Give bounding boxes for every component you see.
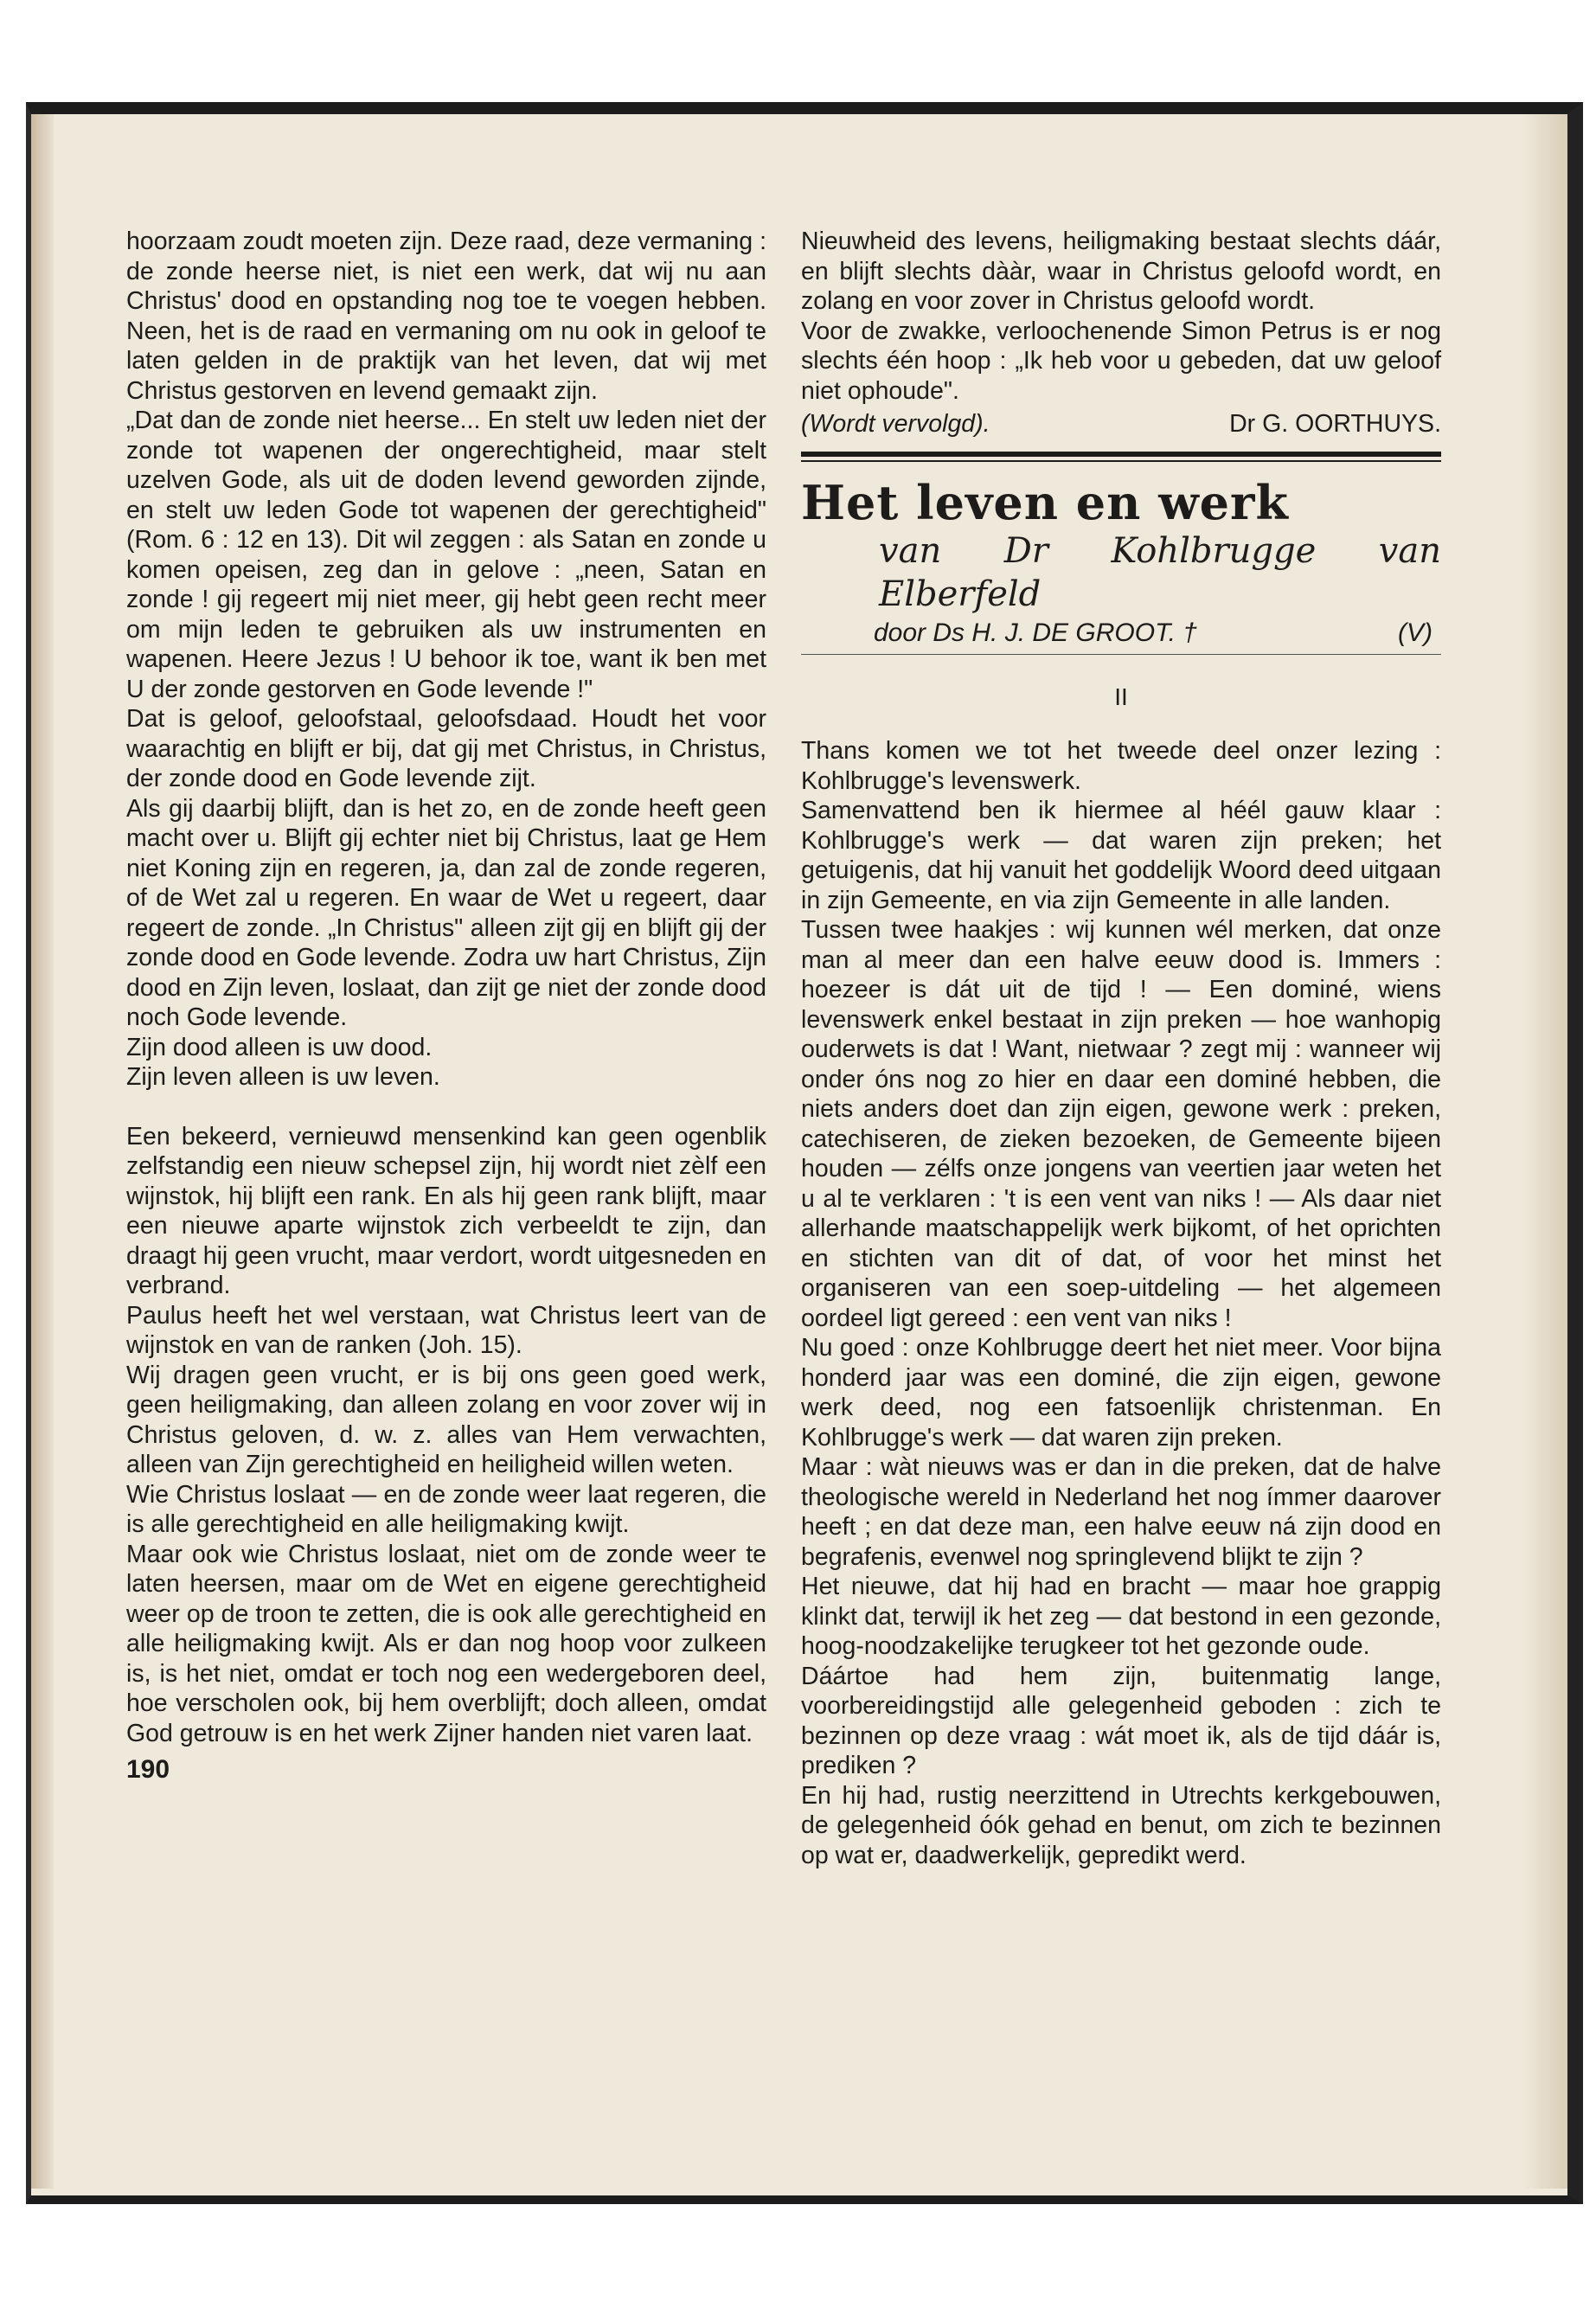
paragraph: Zijn leven alleen is uw leven. [126, 1063, 440, 1091]
paragraph: Maar ook wie Christus loslaat, niet om de zonde weer te laten heersen, maar om de Wet en eigene gerechtigheid weer op de troon te zetten, die is ook alle gerechtigheid en alle heiligmaking kwijt. Als er dan nog hoop voor zulkeen is, is het niet, omdat er toch nog een wedergeboren deel, hoe verscholen ook, bij hem overblijft; doch alleen, omdat God getrouw is en het werk Zijner handen niet varen laat. [126, 1540, 766, 1747]
paragraph: Wij dragen geen vrucht, er is bij ons geen goed werk, geen heiligmaking, dan alleen zolang en voor zover wij in Christus geloven, d. w. z. alles van Hem verwachten, alleen van Zijn gerechtigheid en heiligheid willen weten. [126, 1361, 766, 1478]
paragraph: Dáártoe had hem zijn, buitenmatig lange, voorbereidingstijd alle gelegenheid geboden : zich te bezinnen op deze vraag : wát moet ik, als de tijd dáár is, prediken ? [801, 1662, 1441, 1779]
paragraph: Maar : wàt nieuws was er dan in die preken, dat de halve theologische wereld in Nederland het nog ímmer daarover heeft ; en dat deze man, een halve eeuw ná zijn dood en begrafenis, evenwel nog springlevend blijkt te zijn ? [801, 1453, 1441, 1571]
section-numeral: II [1114, 683, 1128, 710]
paragraph: Paulus heeft het wel verstaan, wat Christus leert van de wijnstok en van de ranken (Joh. 15). [126, 1301, 766, 1359]
divider-thin [801, 460, 1441, 462]
paragraph: Nieuwheid des levens, heiligmaking bestaat slechts dáár, en blijft slechts dààr, waar in Christus geloofd wordt, en zolang en voor zover in Christus geloofd wordt. [801, 228, 1441, 315]
right-column [801, 227, 1441, 1870]
article-title: Het leven en werk [801, 474, 1289, 530]
paragraph: Tussen twee haakjes : wij kunnen wél merken, dat onze man al meer dan een halve eeuw dood is. Immers : hoezeer is dát uit de tijd ! — Een dominé, wiens levenswerk enkel bestaat in zijn preken — hoe wanhopig ouderwets is dat ! Want, nietwaar ? zegt mij : wanneer wij onder óns nog zo hier en daar een dominé hebben, die niets anders doet dan zijn eigen, gewone werk : preken, catechiseren, de zieken bezoeken, de Gemeente bijeen houden — zélfs onze jongens van veertien jaar weten het u al te verklaren : 't is een vent van niks ! — Als daar niet allerhande maatschappelijk werk bijkomt, of het oprichten en stichten van dit of dat, of voor het minst het organiseren van een soep-uitdeling — het algemeen oordeel ligt gereed : een vent van niks ! [801, 916, 1441, 1332]
paragraph: Zijn dood alleen is uw dood. [126, 1033, 433, 1061]
paragraph: Nu goed : onze Kohlbrugge deert het niet meer. Voor bijna honderd jaar was een dominé, die zijn eigen, gewone werk deed, nog een fatsoenlijk christenman. En Kohlbrugge's werk — dat waren zijn preken. [801, 1334, 1441, 1452]
left-column [126, 227, 766, 1785]
paragraph-gap [126, 1093, 766, 1122]
paragraph: Een bekeerd, vernieuwd mensenkind kan geen ogenblik zelfstandig een nieuw schepsel zijn, hij wordt niet zèlf een wijnstok, hij blijft een rank. En als hij geen rank blijft, maar een nieuwe aparte wijnstok zich verbeeldt te zijn, dan draagt hij geen vrucht, maar verdort, wordt uitgesneden en verbrand. [126, 1122, 766, 1299]
divider-thick [801, 452, 1441, 457]
article-subtitle: van Dr Kohlbrugge van Elberfeld [879, 530, 1441, 614]
continued-note: (Wordt vervolgd). [801, 410, 990, 438]
book-binding [31, 114, 54, 2189]
paragraph: Dat is geloof, geloofstaal, geloofsdaad. Houdt het voor waarachtig en blijft er bij, dat gij met Christus, in Christus, der zonde dood en Gode levende zijt. [126, 705, 766, 792]
paragraph: Samenvattend ben ik hiermee al héél gauw klaar : Kohlbrugge's werk — dat waren zijn preken; het getuigenis, dat hij vanuit het goddelijk Woord deed uitgaan in zijn Gemeente, en via zijn Gemeente in alle landen. [801, 797, 1441, 914]
paragraph: Voor de zwakke, verloochenende Simon Petrus is er nog slechts één hoop : „Ik heb voor u gebeden, dat uw geloof niet ophoude". [801, 317, 1441, 405]
page-number: 190 [126, 1755, 170, 1784]
page-edge [1522, 114, 1567, 2189]
paragraph: Thans komen we tot het tweede deel onzer lezing : Kohlbrugge's levenswerk. [801, 737, 1441, 795]
signature-line [801, 409, 1441, 439]
paragraph: „Dat dan de zonde niet heerse... En stelt uw leden niet der zonde tot wapenen der ongerechtigheid, maar stelt uzelven Gode, als uit de doden levend geworden zijnde, en stelt uw leden Gode tot wapenen der gerechtigheid" (Rom. 6 : 12 en 13). Dit wil zeggen : als Satan en zonde u komen opeisen, zeg dan in gelove : „neen, Satan en zonde ! gij regeert mij niet meer, gij hebt geen recht meer om mijn leden te gebruiken als uw instrumenten en wapenen. Heere Jezus ! U behoor ik toe, want ik ben met U der zonde gestorven en Gode levende !" [126, 407, 766, 703]
paragraph: Het nieuwe, dat hij had en bracht — maar hoe grappig klinkt dat, terwijl ik het zeg — dat bestond in een gezonde, hoog-noodzakelijke terugkeer tot het gezonde oude. [801, 1573, 1441, 1660]
article-byline [801, 616, 1441, 655]
paragraph: En hij had, rustig neerzittend in Utrechts kerkgebouwen, de gelegenheid óók gehad en benut, om zich te bezinnen op wat er, daadwerkelijk, gepredikt werd. [801, 1781, 1441, 1869]
paragraph: Als gij daarbij blijft, dan is het zo, en de zonde heeft geen macht over u. Blijft gij echter niet bij Christus, laat ge Hem niet Koning zijn en regeren, ja, dan zal de zonde regeren, of de Wet zal u regeren. En waar de Wet u regeert, daar regeert de zonde. „In Christus" alleen zijt gij en blijft gij der zonde dood en Gode levende. Zodra uw hart Christus, Zijn dood en Zijn leven, loslaat, dan zijt ge niet der zonde dood noch Gode levende. [126, 794, 766, 1031]
paragraph: Wie Christus loslaat — en de zonde weer laat regeren, die is alle gerechtigheid en alle heiligmaking kwijt. [126, 1480, 766, 1538]
article-part: (V) [1398, 618, 1433, 647]
paragraph: hoorzaam zoudt moeten zijn. Deze raad, deze vermaning : de zonde heerse niet, is niet een werk, dat wij nu aan Christus' dood en opstanding nog toe te voegen hebben. Neen, het is de raad en vermaning om nu ook in geloof te laten gelden in de praktijk van het leven, dat wij met Christus gestorven en levend gemaakt zijn. [126, 228, 766, 405]
author-signature: Dr G. OORTHUYS. [1229, 410, 1441, 438]
article-author: door Ds H. J. DE GROOT. † [874, 618, 1197, 647]
